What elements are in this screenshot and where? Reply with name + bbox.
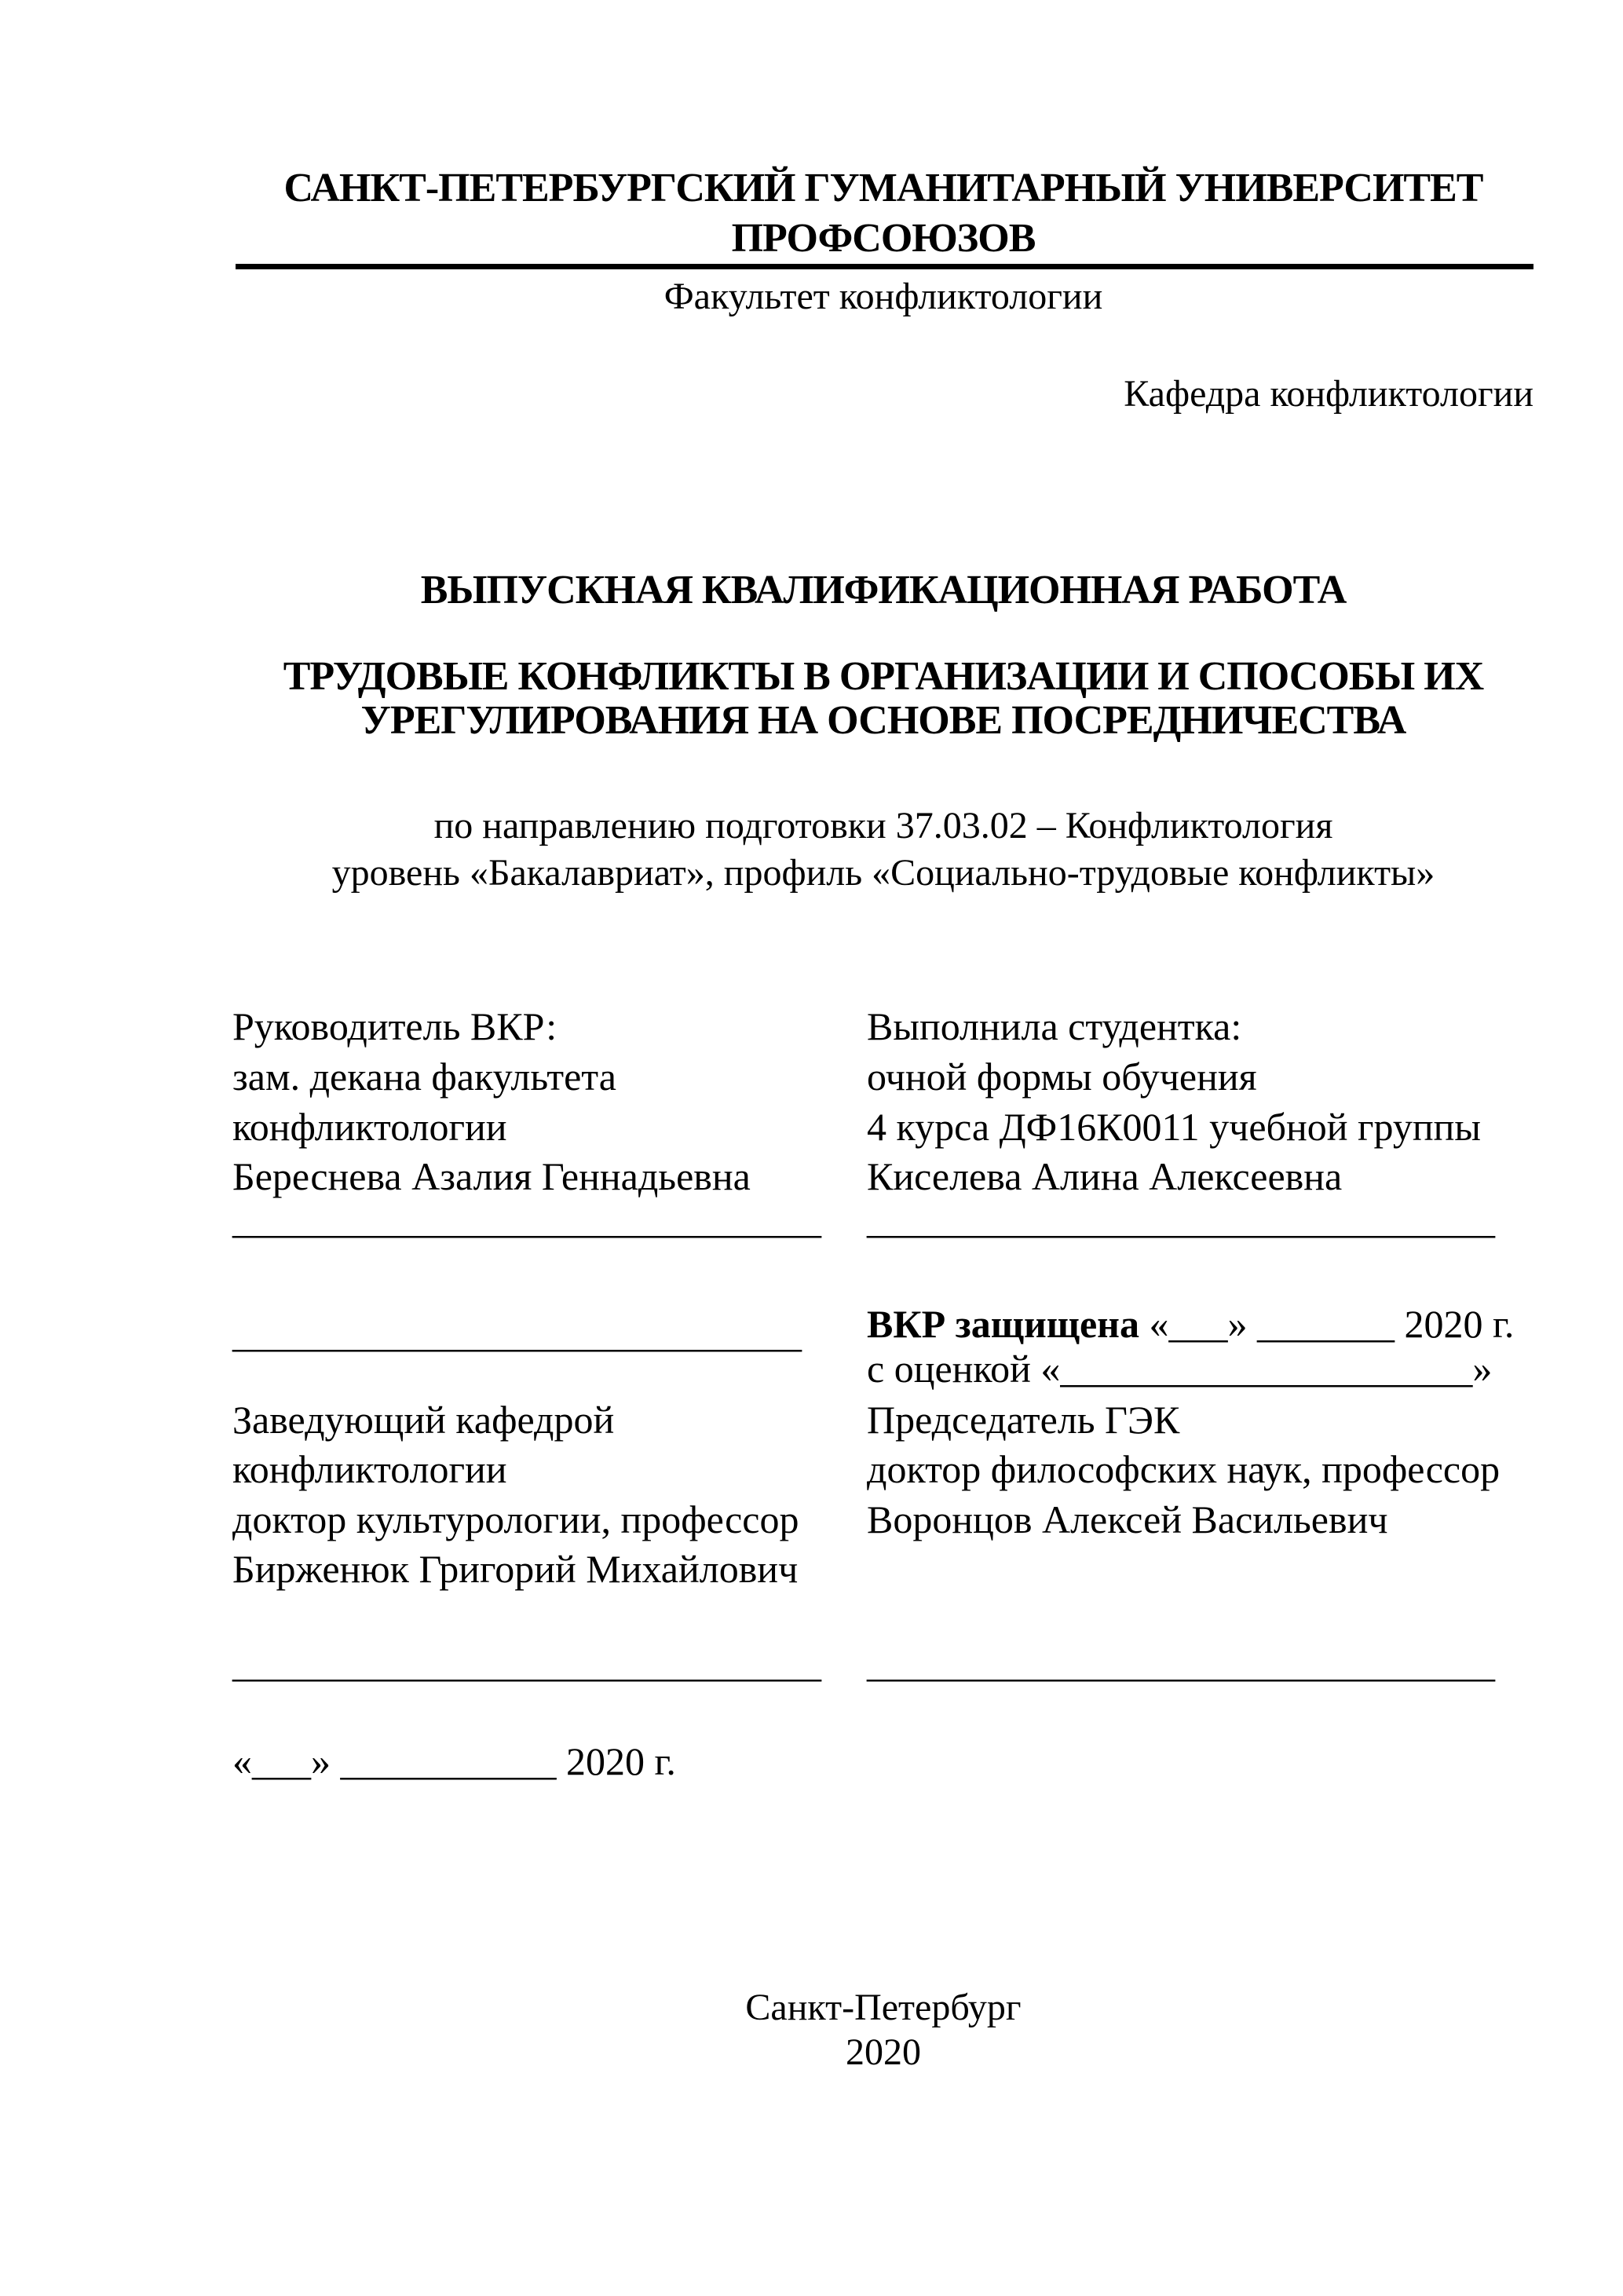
defense-date-line — [867, 1304, 1514, 1344]
student-study-form: очной формы обучения — [867, 1055, 1257, 1099]
program-level-line: уровень «Бакалавриат», профиль «Социально-трудовые конфликты» — [331, 852, 1435, 894]
department-name: Кафедра конфликтологии — [1124, 373, 1533, 415]
header-divider-rule — [236, 264, 1533, 269]
supervisor-signature-line-2: _____________________________ — [232, 1311, 802, 1355]
student-signature-line: ________________________________ — [867, 1197, 1495, 1241]
university-name-line1: САНКТ-ПЕТЕРБУРГСКИЙ ГУМАНИТАРНЫЙ УНИВЕРСИТЕТ — [283, 166, 1483, 210]
footer-city: Санкт-Петербург — [745, 1987, 1022, 2028]
gek-chair-name: Воронцов Алексей Васильевич — [867, 1497, 1388, 1541]
student-group: 4 курса ДФ16К0011 учебной группы — [867, 1105, 1481, 1149]
head-of-department-degree: доктор культурологии, профессор — [232, 1497, 799, 1541]
defense-date-blanks: «___» _______ 2020 г. — [1139, 1302, 1515, 1346]
head-of-department-name: Бирженюк Григорий Михайлович — [232, 1547, 799, 1591]
defense-label: ВКР защищена — [867, 1302, 1139, 1346]
supervisor-signature-line: ______________________________ — [232, 1197, 821, 1241]
supervisor-position-line2: конфликтологии — [232, 1105, 507, 1149]
head-of-department-signature-line: ______________________________ — [232, 1641, 821, 1685]
footer-year: 2020 — [846, 2031, 921, 2073]
approval-date-line: «___» ___________ 2020 г. — [232, 1739, 676, 1783]
student-heading: Выполнила студентка: — [867, 1004, 1242, 1048]
work-type-heading: ВЫПУСКНАЯ КВАЛИФИКАЦИОННАЯ РАБОТА — [420, 568, 1347, 612]
university-name-line2: ПРОФСОЮЗОВ — [731, 216, 1036, 261]
gek-chair-heading: Председатель ГЭК — [867, 1398, 1180, 1442]
program-direction-line: по направлению подготовки 37.03.02 – Конфликтология — [433, 805, 1333, 846]
gek-chair-degree: доктор философских наук, профессор — [867, 1447, 1501, 1491]
thesis-title-line2: УРЕГУЛИРОВАНИЯ НА ОСНОВЕ ПОСРЕДНИЧЕСТВА — [360, 698, 1406, 743]
faculty-name: Факультет конфликтологии — [663, 276, 1103, 317]
head-of-department-role-line2: конфликтологии — [232, 1447, 507, 1491]
supervisor-name: Береснева Азалия Геннадьевна — [232, 1154, 751, 1198]
thesis-title-line1: ТРУДОВЫЕ КОНФЛИКТЫ В ОРГАНИЗАЦИИ И СПОСОБЫ ИХ — [283, 654, 1484, 699]
supervisor-position-line1: зам. декана факультета — [232, 1055, 616, 1099]
head-of-department-role-line1: Заведующий кафедрой — [232, 1398, 615, 1442]
student-name: Киселева Алина Алексеевна — [867, 1154, 1343, 1198]
gek-chair-signature-line: ________________________________ — [867, 1641, 1495, 1685]
defense-grade-line: с оценкой «_____________________» — [867, 1347, 1493, 1391]
supervisor-heading: Руководитель ВКР: — [232, 1004, 557, 1048]
